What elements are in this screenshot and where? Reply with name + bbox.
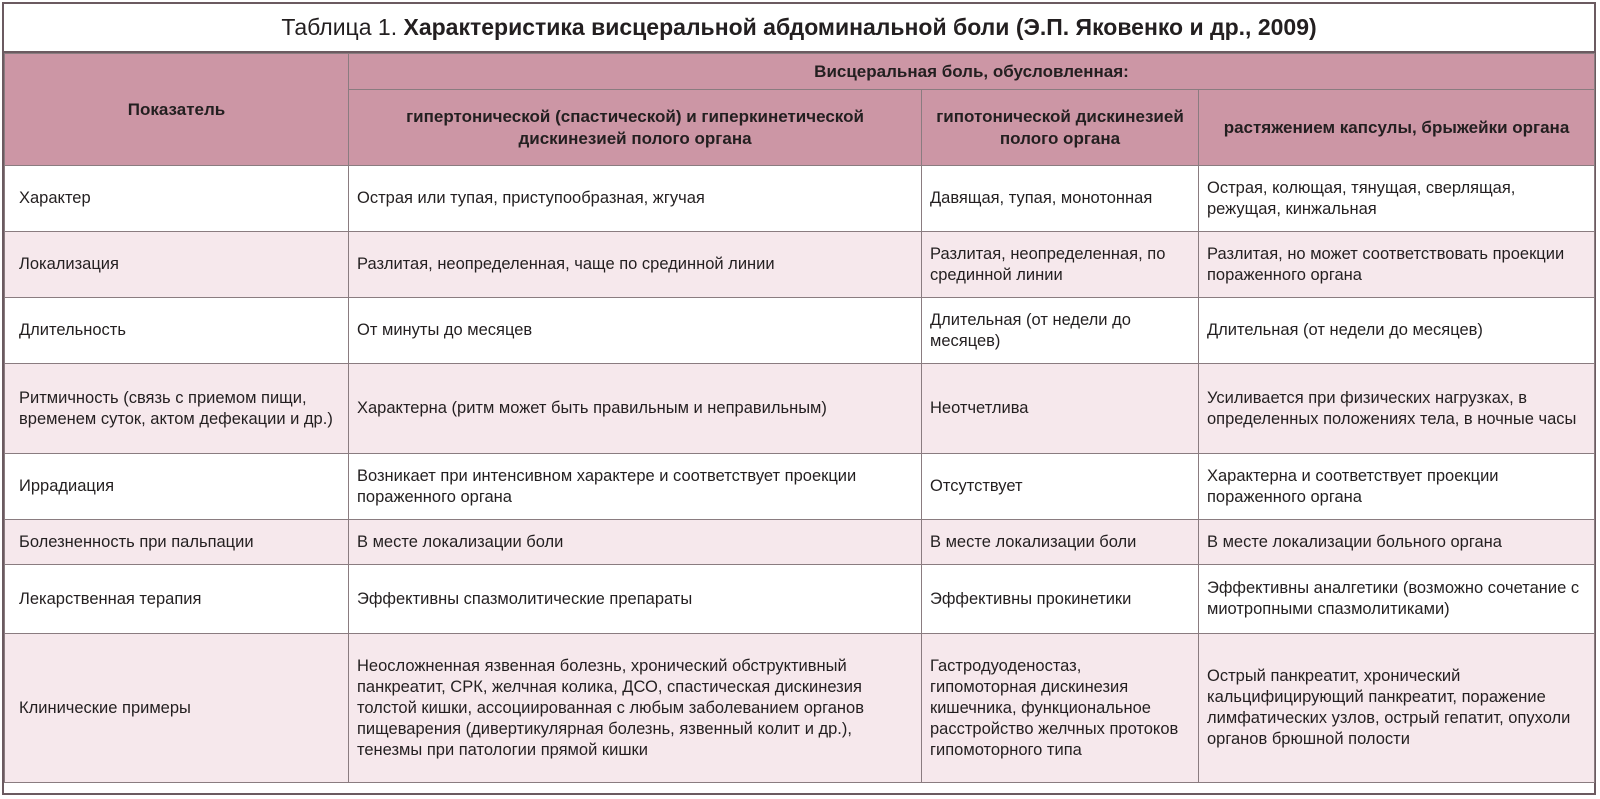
cell-hypertonic: Неосложненная язвенная болезнь, хронический обструктивный панкреатит, СРК, желчная колика, ДСО, спастическая дискинезия толстой кишки, ассоциированная с любым заболеванием органов пищеварения (дивертикулярная болезнь, язвенный колит и др.), тенезмы при патологии прямой кишки bbox=[349, 634, 922, 783]
table-frame bbox=[2, 2, 1596, 795]
table-caption bbox=[4, 4, 1594, 53]
cell-hypotonic: Гастродуоденостаз, гипомоторная дискинезия кишечника, функциональное расстройство желчных протоков гипомоторного типа bbox=[922, 634, 1199, 783]
header-group: Висцеральная боль, обусловленная: bbox=[349, 54, 1595, 90]
header-col-hypertonic: гипертонической (спастической) и гиперкинетической дискинезией полого органа bbox=[349, 90, 922, 166]
header-row-1 bbox=[5, 54, 1595, 90]
cell-hypotonic: Отсутствует bbox=[922, 454, 1199, 520]
table-row bbox=[5, 364, 1595, 454]
cell-capsule: Характерна и соответствует проекции пораженного органа bbox=[1199, 454, 1595, 520]
header-col-capsule: растяжением капсулы, брыжейки органа bbox=[1199, 90, 1595, 166]
table-row bbox=[5, 454, 1595, 520]
cell-hypertonic: В месте локализации боли bbox=[349, 520, 922, 565]
caption-title: Характеристика висцеральной абдоминальной боли (Э.П. Яковенко и др., 2009) bbox=[403, 14, 1317, 40]
cell-indicator: Длительность bbox=[5, 298, 349, 364]
cell-hypotonic: Неотчетлива bbox=[922, 364, 1199, 454]
cell-capsule: Разлитая, но может соответствовать проекции пораженного органа bbox=[1199, 232, 1595, 298]
cell-hypertonic: От минуты до месяцев bbox=[349, 298, 922, 364]
table-row bbox=[5, 166, 1595, 232]
table-row bbox=[5, 565, 1595, 634]
cell-capsule: Усиливается при физических нагрузках, в определенных положениях тела, в ночные часы bbox=[1199, 364, 1595, 454]
header-col-hypotonic: гипотонической дискинезией полого органа bbox=[922, 90, 1199, 166]
cell-hypotonic: Длительная (от недели до месяцев) bbox=[922, 298, 1199, 364]
cell-hypertonic: Разлитая, неопределенная, чаще по срединной линии bbox=[349, 232, 922, 298]
cell-indicator: Ритмичность (связь с приемом пищи, временем суток, актом дефекации и др.) bbox=[5, 364, 349, 454]
cell-capsule: В месте локализации больного органа bbox=[1199, 520, 1595, 565]
header-indicator: Показатель bbox=[5, 54, 349, 166]
cell-indicator: Лекарственная терапия bbox=[5, 565, 349, 634]
cell-hypertonic: Острая или тупая, приступообразная, жгучая bbox=[349, 166, 922, 232]
cell-hypotonic: Эффективны прокинетики bbox=[922, 565, 1199, 634]
data-table bbox=[4, 53, 1595, 783]
cell-indicator: Характер bbox=[5, 166, 349, 232]
cell-indicator: Болезненность при пальпации bbox=[5, 520, 349, 565]
cell-hypertonic: Эффективны спазмолитические препараты bbox=[349, 565, 922, 634]
cell-capsule: Длительная (от недели до месяцев) bbox=[1199, 298, 1595, 364]
cell-hypertonic: Характерна (ритм может быть правильным и неправильным) bbox=[349, 364, 922, 454]
table-row bbox=[5, 520, 1595, 565]
cell-indicator: Локализация bbox=[5, 232, 349, 298]
table-row bbox=[5, 232, 1595, 298]
table-row bbox=[5, 298, 1595, 364]
cell-indicator: Клинические примеры bbox=[5, 634, 349, 783]
cell-hypotonic: В месте локализации боли bbox=[922, 520, 1199, 565]
cell-capsule: Острый панкреатит, хронический кальцифицирующий панкреатит, поражение лимфатических узлов, острый гепатит, опухоли органов брюшной полости bbox=[1199, 634, 1595, 783]
cell-hypotonic: Разлитая, неопределенная, по срединной линии bbox=[922, 232, 1199, 298]
cell-indicator: Иррадиация bbox=[5, 454, 349, 520]
cell-capsule: Эффективны аналгетики (возможно сочетание с миотропными спазмолитиками) bbox=[1199, 565, 1595, 634]
cell-hypertonic: Возникает при интенсивном характере и соответствует проекции пораженного органа bbox=[349, 454, 922, 520]
table-row bbox=[5, 634, 1595, 783]
caption-label: Таблица 1. bbox=[281, 14, 404, 40]
cell-capsule: Острая, колющая, тянущая, сверлящая, режущая, кинжальная bbox=[1199, 166, 1595, 232]
cell-hypotonic: Давящая, тупая, монотонная bbox=[922, 166, 1199, 232]
